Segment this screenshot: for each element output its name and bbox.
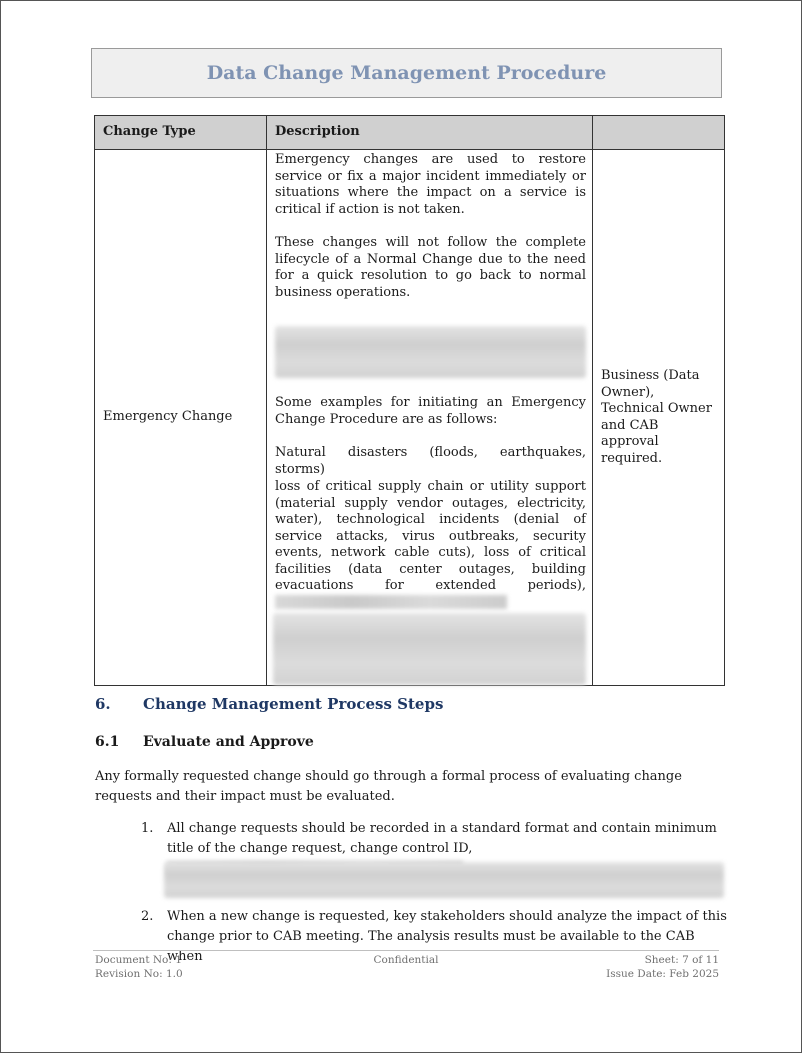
description-paragraph: loss of critical supply chain or utility support (material supply vendor outages, electricity, water), technological incidents (denial of service attacks, virus outbreaks, security events, network cable cuts), loss of critical facilities (data center outages, building evacuations for extended periods), [275, 479, 586, 593]
section-title: Change Management Process Steps [143, 695, 444, 713]
section-heading [95, 695, 443, 713]
header-change-type: Change Type [95, 116, 267, 150]
header-approval [593, 116, 725, 150]
description-paragraph: Some examples for initiating an Emergency Change Procedure are as follows: [275, 395, 586, 427]
footer-classification: Confidential [373, 954, 439, 966]
list-item-number: 1. [141, 821, 154, 836]
description-paragraph-wrapper [275, 479, 586, 611]
list-item-text: When a new change is requested, key stakeholders should analyze the impact of this change prior to CAB meeting. The analysis results must be available to the CAB when [167, 909, 727, 964]
subsection-title: Evaluate and Approve [143, 734, 314, 750]
section-number: 6. [95, 695, 111, 713]
list-item-text: All change requests should be recorded in a standard format and contain minimum title of the change request, change control ID, [167, 821, 717, 856]
redacted-block [164, 862, 724, 898]
list-item-number: 2. [141, 909, 154, 924]
footer-revision-no: Revision No: 1.0 [95, 968, 183, 980]
table-row [95, 150, 725, 686]
footer-issue-date: Issue Date: Feb 2025 [606, 968, 719, 980]
page-footer [93, 950, 719, 980]
document-title: Data Change Management Procedure [91, 48, 722, 98]
redacted-block [275, 326, 586, 378]
description-cell [267, 150, 593, 686]
redacted-inline [275, 595, 507, 609]
change-type-cell: Emergency Change [95, 150, 267, 686]
header-description: Description [267, 116, 593, 150]
description-paragraph: Natural disasters (floods, earthquakes, storms) [275, 445, 586, 477]
subsection-number: 6.1 [95, 734, 120, 750]
table-header-row [95, 116, 725, 150]
description-paragraph: Emergency changes are used to restore service or fix a major incident immediately or situations where the impact on a service is critical if action is not taken. [275, 152, 586, 217]
footer-document-no: Document No: 1 [95, 954, 182, 966]
approval-cell: Business (Data Owner), Technical Owner and CAB approval required. [593, 150, 725, 686]
redacted-block [273, 613, 586, 685]
footer-sheet: Sheet: 7 of 11 [644, 954, 719, 966]
subsection-heading [95, 734, 314, 750]
change-type-table [94, 115, 725, 686]
intro-paragraph: Any formally requested change should go through a formal process of evaluating change requests and their impact must be evaluated. [95, 769, 682, 804]
description-paragraph: These changes will not follow the complete lifecycle of a Normal Change due to the need for a quick resolution to go back to normal business operations. [275, 235, 586, 300]
